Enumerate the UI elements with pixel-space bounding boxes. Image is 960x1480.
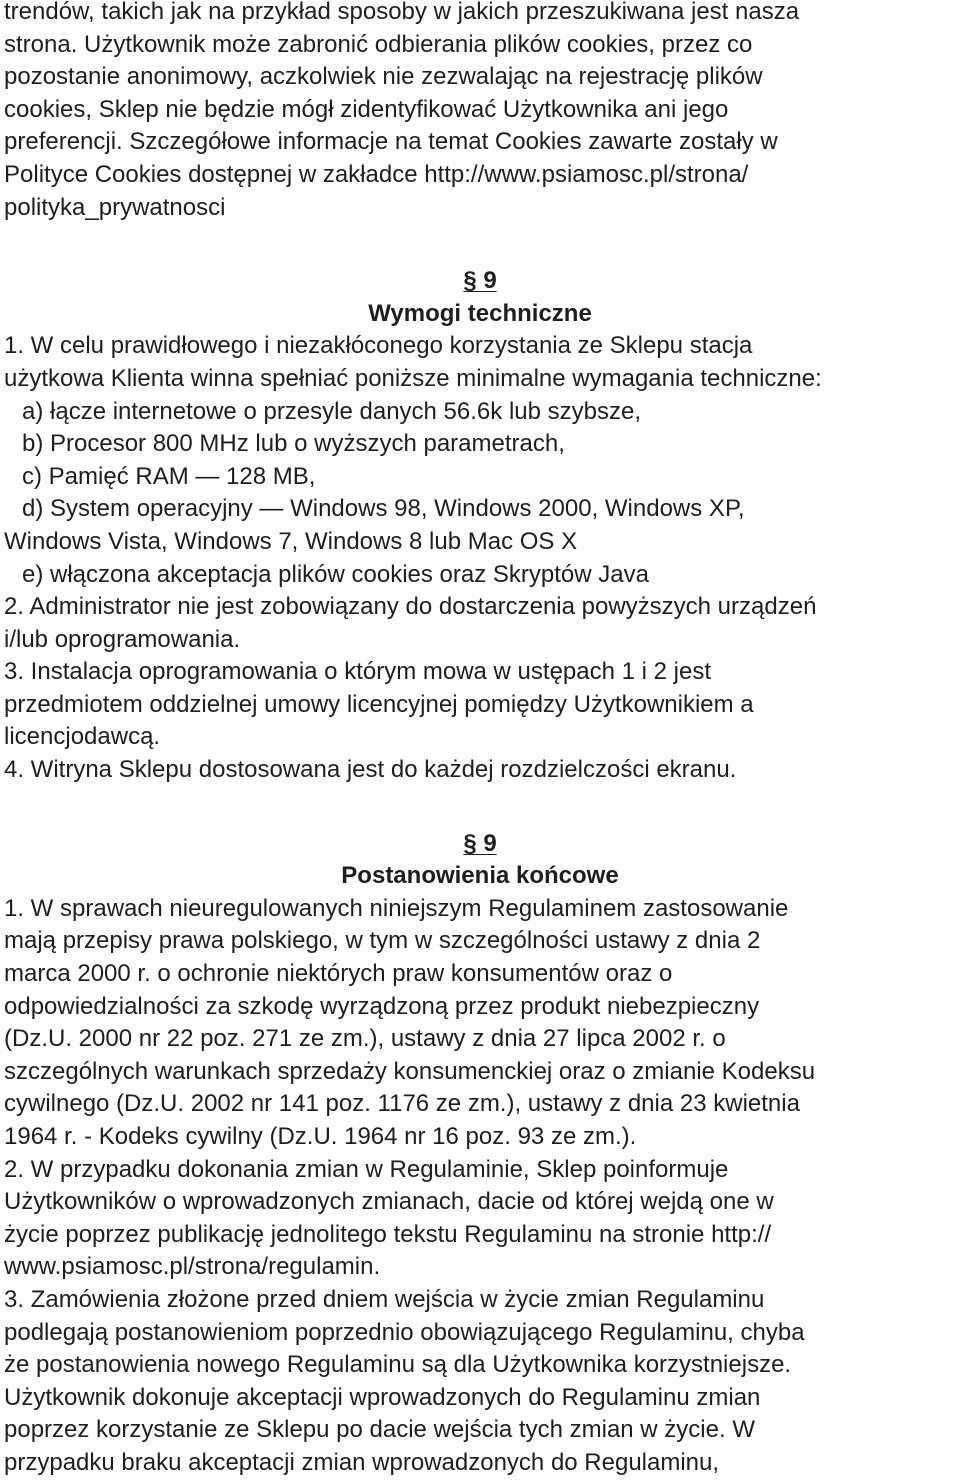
- text-line: Polityce Cookies dostępnej w zakładce http://www.psiamosc.pl/strona/: [4, 160, 749, 188]
- section-final-provisions: [4, 828, 956, 1480]
- section-mark: § 9: [463, 829, 497, 857]
- text-line: polityka_prywatnosci: [4, 193, 226, 221]
- text-line: cookies, Sklep nie będzie mógł zidentyfikować Użytkownika ani jego: [4, 95, 729, 123]
- section-number: [4, 828, 956, 861]
- text-line: 1. W sprawach nieuregulowanych niniejszym Regulaminem zastosowanie: [4, 894, 789, 922]
- text-line: trendów, takich jak na przykład sposoby w jakich przeszukiwana jest nasza: [4, 0, 800, 25]
- section-number: [4, 265, 956, 298]
- text-line: licencjodawcą.: [4, 723, 161, 751]
- text-line: mają przepisy prawa polskiego, w tym w szczególności ustawy z dnia 2: [4, 927, 761, 955]
- text-line: preferencji. Szczegółowe informacje na temat Cookies zawarte zostały w: [4, 128, 778, 156]
- text-line: marca 2000 r. o ochronie niektórych praw konsumentów oraz o: [4, 960, 673, 988]
- text-line: cywilnego (Dz.U. 2002 nr 141 poz. 1176 ze zm.), ustawy z dnia 23 kwietnia: [4, 1090, 800, 1118]
- text-line: poprzez korzystanie ze Sklepu po dacie wejścia tych zmian w życie. W: [4, 1416, 755, 1444]
- text-line: Użytkowników o wprowadzonych zmianach, dacie od której wejdą one w: [4, 1188, 774, 1216]
- section-mark: § 9: [463, 267, 497, 295]
- text-line: (Dz.U. 2000 nr 22 poz. 271 ze zm.), ustawy z dnia 27 lipca 2002 r. o: [4, 1025, 726, 1053]
- text-line: 4. Witryna Sklepu dostosowana jest do każdej rozdzielczości ekranu.: [4, 756, 737, 784]
- section-body: [4, 893, 956, 1480]
- text-line: www.psiamosc.pl/strona/regulamin.: [4, 1253, 381, 1281]
- text-line: życie poprzez publikację jednolitego tekstu Regulaminu na stronie http://: [4, 1220, 772, 1248]
- section-title: Wymogi techniczne: [368, 299, 592, 327]
- text-line: przedmiotem oddzielnej umowy licencyjnej pomiędzy Użytkownikiem a: [4, 690, 754, 718]
- section-technical-requirements: [4, 265, 956, 787]
- text-line: użytkowa Klienta winna spełniać poniższe minimalne wymagania techniczne:: [4, 364, 822, 392]
- text-line: c) Pamięć RAM — 128 MB,: [22, 462, 316, 490]
- text-line: pozostanie anonimowy, aczkolwiek nie zezwalając na rejestrację plików: [4, 63, 763, 91]
- text-line: Windows Vista, Windows 7, Windows 8 lub Mac OS X: [4, 527, 578, 555]
- text-line: b) Procesor 800 MHz lub o wyższych parametrach,: [22, 430, 565, 458]
- text-line: odpowiedzialności za szkodę wyrządzoną przez produkt niebezpieczny: [4, 992, 760, 1020]
- section-title: Postanowienia końcowe: [341, 862, 619, 890]
- text-line: 3. Zamówienia złożone przed dniem wejścia w życie zmian Regulaminu: [4, 1285, 765, 1313]
- text-line: strona. Użytkownik może zabronić odbierania plików cookies, przez co: [4, 30, 753, 58]
- document-page: [4, 0, 956, 1480]
- section-gap: [4, 224, 956, 265]
- text-line: 2. Administrator nie jest zobowiązany do dostarczenia powyższych urządzeń: [4, 593, 817, 621]
- text-line: 3. Instalacja oprogramowania o którym mowa w ustępach 1 i 2 jest: [4, 658, 712, 686]
- section-body: [4, 330, 956, 786]
- text-line: Użytkownik dokonuje akceptacji wprowadzonych do Regulaminu zmian: [4, 1383, 761, 1411]
- text-line: podlegają postanowieniom poprzednio obowiązującego Regulaminu, chyba: [4, 1318, 805, 1346]
- text-line: że postanowienia nowego Regulaminu są dla Użytkownika korzystniejsze.: [4, 1351, 792, 1379]
- text-line: 1964 r. - Kodeks cywilny (Dz.U. 1964 nr 16 poz. 93 ze zm.).: [4, 1123, 637, 1150]
- text-line: e) włączona akceptacja plików cookies oraz Skryptów Java: [22, 560, 649, 588]
- text-line: przypadku braku akceptacji zmian wprowadzonych do Regulaminu,: [4, 1448, 720, 1476]
- text-line: i/lub oprogramowania.: [4, 625, 241, 653]
- text-line: d) System operacyjny — Windows 98, Windows 2000, Windows XP,: [22, 495, 745, 523]
- text-line: a) łącze internetowe o przesyle danych 56.6k lub szybsze,: [22, 397, 641, 425]
- text-line: 2. W przypadku dokonania zmian w Regulaminie, Sklep poinformuje: [4, 1155, 729, 1183]
- intro-paragraph: [4, 0, 956, 224]
- text-line: szczególnych warunkach sprzedaży konsumenckiej oraz o zmianie Kodeksu: [4, 1057, 816, 1085]
- text-line: 1. W celu prawidłowego i niezakłóconego korzystania ze Sklepu stacja: [4, 332, 753, 360]
- section-gap: [4, 787, 956, 828]
